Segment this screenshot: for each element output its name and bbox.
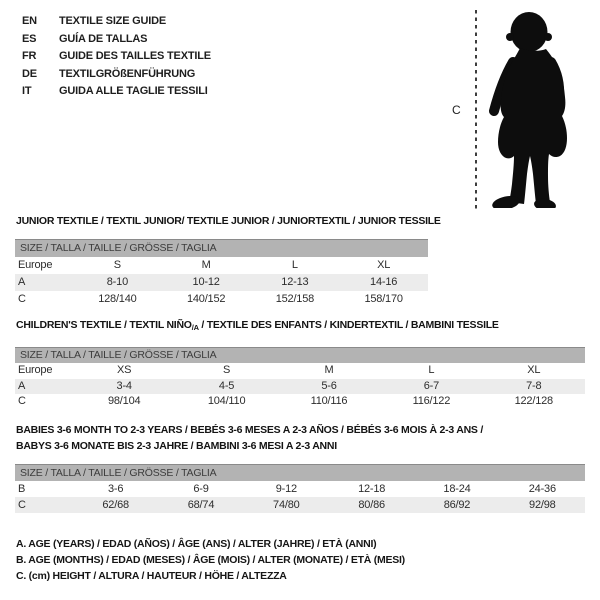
size-value-cell: 14-16 <box>339 274 428 291</box>
size-value-cell: 10-12 <box>162 274 251 291</box>
size-value-cell: 158/170 <box>364 293 403 305</box>
language-code: EN <box>22 15 37 27</box>
row-label: C <box>18 293 26 305</box>
row-label: A <box>15 274 73 291</box>
size-value-cell: M <box>201 259 211 271</box>
language-list <box>22 13 211 101</box>
language-code: FR <box>22 50 37 62</box>
size-value-cell: 12-18 <box>358 483 386 495</box>
table-row <box>15 481 585 497</box>
row-label: B <box>18 483 26 495</box>
size-value-cell: L <box>291 259 298 271</box>
language-label: TEXTILE SIZE GUIDE <box>59 15 167 27</box>
height-dotted-line <box>475 10 477 212</box>
language-row-es <box>22 31 211 49</box>
size-value-cell: 92/98 <box>500 497 585 513</box>
children-size-table <box>15 347 585 410</box>
size-value-cell: 104/110 <box>207 395 246 407</box>
height-c-label: C <box>452 103 461 117</box>
size-value-cell: 86/92 <box>414 497 499 513</box>
size-value-cell: 12-13 <box>251 274 340 291</box>
size-value-cell: 18-24 <box>443 483 471 495</box>
row-label: Europe <box>18 364 53 376</box>
language-row-it <box>22 83 211 101</box>
size-value-cell: 3-6 <box>108 483 124 495</box>
size-value-cell: 110/116 <box>310 395 348 407</box>
language-label: GUIDE DES TAILLES TEXTILE <box>59 50 211 62</box>
size-value-cell: 6-9 <box>193 483 209 495</box>
size-value-cell: 5-6 <box>278 379 380 395</box>
size-value-cell: XL <box>377 259 391 271</box>
size-value-cell: 8-10 <box>73 274 162 291</box>
size-value-cell: 7-8 <box>483 379 585 395</box>
language-row-de <box>22 66 211 84</box>
row-label: C <box>18 395 26 407</box>
size-value-cell: 62/68 <box>73 497 158 513</box>
section-title-junior: JUNIOR TEXTILE / TEXTIL JUNIOR/ TEXTILE JUNIOR / JUNIORTEXTIL / JUNIOR TESSILE <box>16 215 441 227</box>
section-title-children <box>16 319 499 332</box>
table-row <box>15 257 428 274</box>
size-value-cell: 4-5 <box>175 379 277 395</box>
table-row <box>15 291 428 308</box>
section-title-text: / TEXTILE DES ENFANTS / KINDERTEXTIL / BAMBINI TESSILE <box>198 319 499 331</box>
section-title-babies-line1: BABIES 3-6 MONTH TO 2-3 YEARS / BEBÉS 3-6 MESES A 2-3 AÑOS / BÉBÉS 3-6 MOIS À 2-3 ANS / <box>16 424 484 436</box>
language-label: GUIDA ALLE TAGLIE TESSILI <box>59 85 208 97</box>
footnote-a: A. AGE (YEARS) / EDAD (AÑOS) / ÂGE (ANS) / ALTER (JAHRE) / ETÀ (ANNI) <box>16 538 377 550</box>
size-value-cell: 68/74 <box>158 497 243 513</box>
table-header-bar: SIZE / TALLA / TAILLE / GRÖSSE / TAGLIA <box>15 239 428 257</box>
size-value-cell: XS <box>117 364 132 376</box>
table-row <box>15 394 585 410</box>
footnote-c: C. (cm) HEIGHT / ALTURA / HAUTEUR / HÖHE / ALTEZZA <box>16 570 287 582</box>
language-row-en <box>22 13 211 31</box>
size-value-cell: S <box>113 259 121 271</box>
section-title-text: CHILDREN'S TEXTILE / TEXTIL NIÑO <box>16 319 192 331</box>
language-label: GUÍA DE TALLAS <box>59 32 148 45</box>
size-value-cell: 74/80 <box>244 497 329 513</box>
size-value-cell: 152/158 <box>275 293 315 305</box>
size-value-cell: 128/140 <box>98 293 137 305</box>
language-code: ES <box>22 32 37 45</box>
size-value-cell: XL <box>527 364 541 376</box>
language-row-fr <box>22 48 211 66</box>
section-title-subscript: /A <box>191 323 199 332</box>
row-label: C <box>15 497 73 513</box>
size-value-cell: 3-4 <box>73 379 175 395</box>
size-value-cell: 80/86 <box>329 497 414 513</box>
size-value-cell: 122/128 <box>514 395 553 407</box>
baby-silhouette-icon <box>486 8 581 208</box>
size-value-cell: 24-36 <box>528 483 556 495</box>
footnote-b: B. AGE (MONTHS) / EDAD (MESES) / ÂGE (MOIS) / ALTER (MONATE) / ETÀ (MESI) <box>16 554 405 566</box>
table-row <box>15 274 428 291</box>
babies-size-table <box>15 464 585 513</box>
size-value-cell: L <box>428 364 435 376</box>
row-label: A <box>15 379 73 395</box>
language-code: DE <box>22 67 37 80</box>
size-value-cell: M <box>324 364 334 376</box>
table-header-bar: SIZE / TALLA / TAILLE / GRÖSSE / TAGLIA <box>15 347 585 363</box>
table-header-bar: SIZE / TALLA / TAILLE / GRÖSSE / TAGLIA <box>15 464 585 481</box>
junior-size-table <box>15 239 428 308</box>
size-value-cell: 9-12 <box>275 483 297 495</box>
language-label: TEXTILGRÖßENFÜHRUNG <box>59 67 196 80</box>
section-title-babies-line2: BABYS 3-6 MONATE BIS 2-3 JAHRE / BAMBINI 3-6 MESI A 2-3 ANNI <box>16 440 337 452</box>
table-row <box>15 497 585 513</box>
size-value-cell: 116/122 <box>412 395 451 407</box>
language-code: IT <box>22 85 32 97</box>
size-value-cell: 140/152 <box>186 293 226 305</box>
size-value-cell: 98/104 <box>107 395 141 407</box>
size-value-cell: S <box>223 364 231 376</box>
row-label: Europe <box>18 259 53 271</box>
table-row <box>15 379 585 395</box>
size-value-cell: 6-7 <box>380 379 482 395</box>
table-row <box>15 363 585 379</box>
